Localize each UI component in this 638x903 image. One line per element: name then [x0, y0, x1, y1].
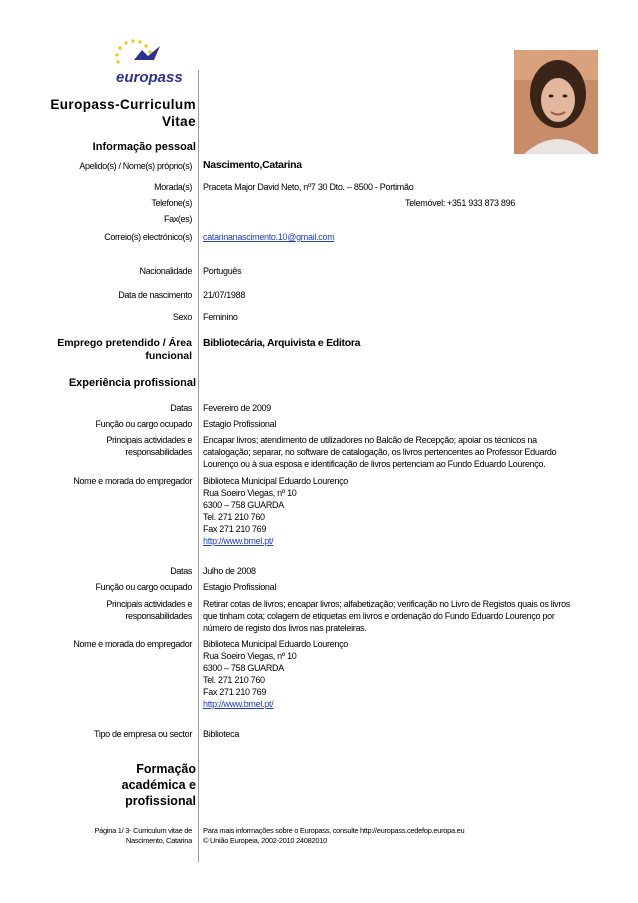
europass-wordmark: europass [116, 69, 183, 86]
job2-activities-line: Retirar cotas de livros; encapar livros; alfabetização; verificação no Livro de Registos quais os livros [203, 599, 570, 609]
section-work-experience: Experiência profissional [68, 377, 196, 389]
job1-activities-value [203, 434, 556, 470]
job1-activities-label [106, 434, 192, 458]
job2-dates-label: Datas [170, 566, 192, 576]
job1-dates-value: Fevereiro de 2009 [203, 403, 271, 413]
job2-employer-line: Biblioteca Municipal Eduardo Lourenço [203, 639, 348, 649]
job1-employer-line: Fax 271 210 769 [203, 524, 267, 534]
cv-title [50, 96, 196, 130]
cv-title-line2: Vitae [161, 114, 196, 129]
address-value: Praceta Major David Neto, nº7 30 Dto. – 8500 - Portimão [203, 182, 414, 192]
desired-employment-label-line2: funcional [145, 350, 192, 362]
section-education-line1: Formação [136, 762, 196, 776]
desired-employment-label-line1: Emprego pretendido / Área [57, 337, 192, 349]
phone-label: Telefone(s) [151, 198, 192, 208]
sex-value: Feminino [203, 312, 238, 322]
job2-employer-line: Fax 271 210 769 [203, 687, 267, 697]
europass-logo [104, 38, 186, 90]
job1-employer-line: 6300 – 758 GUARDA [203, 500, 284, 510]
job1-website-link[interactable]: http://www.bmel.pt/ [203, 536, 274, 546]
job2-activities-label-line1: Principais actividades e [106, 599, 192, 609]
desired-employment-label [57, 337, 192, 363]
mobile-value: +351 933 873 896 [447, 198, 516, 208]
sex-label: Sexo [172, 312, 192, 322]
job2-role-label: Função ou cargo ocupado [95, 582, 192, 592]
job2-employer-value [203, 638, 348, 710]
job1-employer-line: Biblioteca Municipal Eduardo Lourenço [203, 476, 348, 486]
cv-title-line1: Europass-Curriculum [50, 97, 196, 112]
name-value: Nascimento,Catarina [203, 159, 302, 171]
job1-employer-label: Nome e morada do empregador [73, 476, 192, 486]
job1-role-value: Estagio Profissional [203, 419, 277, 429]
footer-europass-info [203, 826, 464, 846]
job2-employer-line: Rua Soeiro Viegas, nº 10 [203, 651, 297, 661]
fax-label: Fax(es) [163, 214, 192, 224]
job2-employer-line: Tel. 271 210 760 [203, 675, 265, 685]
job2-sector-label: Tipo de empresa ou sector [94, 729, 192, 739]
job1-employer-value [203, 475, 348, 547]
name-label: Apelido(s) / Nome(s) próprio(s) [79, 161, 192, 171]
job2-activities-label-line2: responsabilidades [125, 611, 192, 621]
job2-employer-line: 6300 – 758 GUARDA [203, 663, 284, 673]
job2-dates-value: Julho de 2008 [203, 566, 256, 576]
job2-activities-label [106, 598, 192, 622]
section-education [122, 761, 196, 809]
column-divider [198, 70, 199, 862]
job1-role-label: Função ou cargo ocupado [95, 419, 192, 429]
job1-activities-line: catalogação; separar, no software de catalogação, os livros pertencentes ao Professor Eduardo [203, 447, 557, 457]
job1-activities-line: Lourenço ou à sua esposa e identificação de livros pertenciam ao Fundo Eduardo Lourenço. [203, 459, 546, 469]
footer-page-info-line2: Nascimento, Catarina [125, 836, 192, 845]
job2-employer-label: Nome e morada do empregador [73, 639, 192, 649]
section-education-line2: académica e [121, 778, 196, 792]
birthdate-value: 21/07/1988 [203, 290, 246, 300]
job2-activities-line: que tinham cota; colagem de etiquetas em livros e ordenação do Fundo Eduardo Lourenço por [203, 611, 555, 621]
job1-activities-label-line1: Principais actividades e [106, 435, 192, 445]
job1-activities-label-line2: responsabilidades [125, 447, 192, 457]
footer-page-info [94, 826, 192, 846]
footer-europass-info-line2: © União Europeia, 2002-2010 24082010 [203, 836, 327, 845]
footer-page-info-line1: Página 1/ 3- Curriculum vitae de [94, 826, 192, 835]
job1-activities-line: Encapar livros; atendimento de utilizadores no Balcão de Recepção; apoiar os técnicos na [203, 435, 537, 445]
email-label: Correio(s) electrónico(s) [104, 232, 192, 242]
email-link[interactable]: catarinanascimento.10@gmail.com [203, 232, 335, 242]
footer-europass-info-line1: Para mais informações sobre o Europass, consulte http://europass.cedefop.europa.eu [203, 826, 465, 835]
job1-employer-line: Tel. 271 210 760 [203, 512, 265, 522]
job2-activities-value [203, 598, 570, 634]
job2-role-value: Estagio Profissional [203, 582, 277, 592]
job1-employer-line: Rua Soeiro Viegas, nº 10 [203, 488, 297, 498]
job2-website-link[interactable]: http://www.bmel.pt/ [203, 699, 274, 709]
nationality-value: Português [203, 266, 242, 276]
address-label: Morada(s) [154, 182, 192, 192]
job2-sector-value: Biblioteca [203, 729, 240, 739]
profile-photo [514, 50, 598, 154]
desired-employment-value: Bibliotecária, Arquivista e Editora [203, 337, 361, 349]
birthdate-label: Data de nascimento [118, 290, 192, 300]
section-education-line3: profissional [125, 794, 196, 808]
mobile-label: Telemóvel: [405, 198, 446, 208]
section-personal-info: Informação pessoal [92, 141, 196, 153]
europass-stars-icon [104, 38, 186, 90]
job2-activities-line: número de registo dos livros nas prateleiras. [203, 623, 367, 633]
job1-dates-label: Datas [170, 403, 192, 413]
portrait-image [514, 50, 598, 154]
nationality-label: Nacionalidade [139, 266, 192, 276]
